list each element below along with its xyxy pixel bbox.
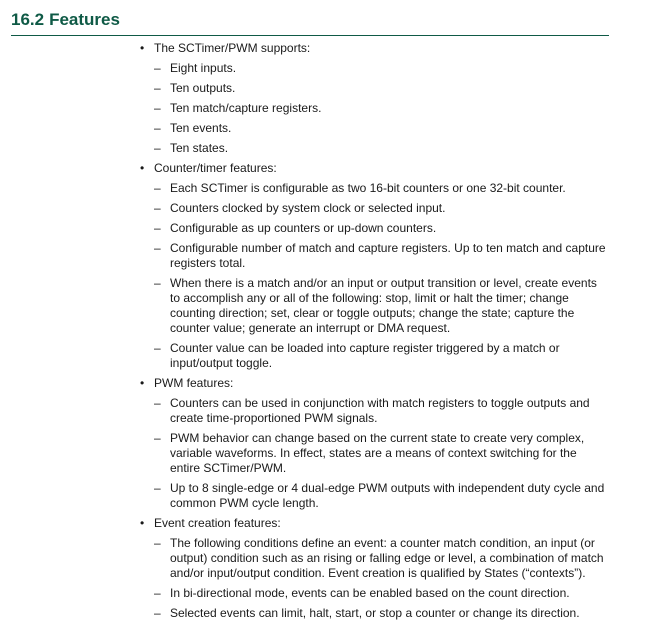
list-item	[154, 396, 608, 426]
list-item	[154, 101, 608, 116]
list-item-text: When there is a match and/or an input or output transition or level, create events to accomplish any or all of the following: stop, limit or halt the timer; change counting direction; set, clear or toggle outputs; change the state; capture the counter value; generate an interrupt or DMA request.	[170, 276, 597, 335]
dash-icon: –	[154, 341, 161, 355]
list-item-text: Ten states.	[170, 141, 229, 155]
feature-list	[140, 41, 608, 626]
list-item-text: Configurable as up counters or up-down counters.	[170, 221, 437, 235]
sub-list	[154, 396, 608, 511]
feature-group-pwm	[140, 376, 608, 511]
list-item-text: Up to 8 single-edge or 4 dual-edge PWM outputs with independent duty cycle and common PWM cycle length.	[170, 481, 605, 510]
dash-icon: –	[154, 121, 161, 135]
dash-icon: –	[154, 101, 161, 115]
list-item	[154, 241, 608, 271]
feature-group-counter-timer	[140, 161, 608, 371]
sub-list	[154, 536, 608, 621]
dash-icon: –	[154, 276, 161, 290]
list-item	[154, 121, 608, 136]
list-item-text: Selected events can limit, halt, start, or stop a counter or change its direction.	[170, 606, 580, 620]
dash-icon: –	[154, 431, 161, 445]
list-item	[154, 276, 608, 336]
sub-list	[154, 181, 608, 371]
dash-icon: –	[154, 181, 161, 195]
section-heading	[11, 10, 609, 36]
group-title: PWM features:	[154, 376, 234, 390]
list-item	[154, 201, 608, 216]
dash-icon: –	[154, 606, 161, 620]
list-item-text: Ten outputs.	[170, 81, 236, 95]
dash-icon: –	[154, 141, 161, 155]
list-item	[154, 536, 608, 581]
list-item	[154, 481, 608, 511]
list-item	[154, 181, 608, 196]
list-item	[154, 586, 608, 601]
section-title: Features	[49, 10, 120, 29]
list-item-text: In bi-directional mode, events can be enabled based on the count direction.	[170, 586, 570, 600]
list-item	[154, 61, 608, 76]
bullet-icon: •	[140, 516, 145, 530]
list-item-text: The following conditions define an event: a counter match condition, an input (or output) condition such as an rising or falling edge or level, a combination of match and/or input/output condition. Event creation is qualified by States (“contexts”).	[170, 536, 604, 580]
list-item	[154, 81, 608, 96]
dash-icon: –	[154, 61, 161, 75]
sub-list	[154, 61, 608, 156]
list-item-text: Each SCTimer is configurable as two 16-bit counters or one 32-bit counter.	[170, 181, 566, 195]
dash-icon: –	[154, 586, 161, 600]
list-item	[154, 341, 608, 371]
list-item	[154, 141, 608, 156]
bullet-icon: •	[140, 161, 145, 175]
list-item-text: PWM behavior can change based on the current state to create very complex, variable waveforms. In effect, states are a means of context switching for the entire SCTimer/PWM.	[170, 431, 585, 475]
list-item-text: Eight inputs.	[170, 61, 237, 75]
list-item-text: Ten events.	[170, 121, 232, 135]
bullet-icon: •	[140, 376, 145, 390]
bullet-icon: •	[140, 41, 145, 55]
list-item-text: Counters clocked by system clock or selected input.	[170, 201, 446, 215]
section-number: 16.2	[11, 10, 45, 29]
group-title: The SCTimer/PWM supports:	[154, 41, 311, 55]
dash-icon: –	[154, 81, 161, 95]
list-item-text: Configurable number of match and capture registers. Up to ten match and capture registers total.	[170, 241, 606, 270]
list-item-text: Counters can be used in conjunction with match registers to toggle outputs and create time-proportioned PWM signals.	[170, 396, 590, 425]
dash-icon: –	[154, 221, 161, 235]
feature-group-supports	[140, 41, 608, 156]
list-item	[154, 221, 608, 236]
list-item-text: Counter value can be loaded into capture register triggered by a match or input/output toggle.	[170, 341, 560, 370]
dash-icon: –	[154, 396, 161, 410]
dash-icon: –	[154, 241, 161, 255]
list-item	[154, 606, 608, 621]
dash-icon: –	[154, 481, 161, 495]
list-item-text: Ten match/capture registers.	[170, 101, 322, 115]
dash-icon: –	[154, 536, 161, 550]
group-title: Counter/timer features:	[154, 161, 277, 175]
group-title: Event creation features:	[154, 516, 281, 530]
list-item	[154, 431, 608, 476]
feature-group-event-creation	[140, 516, 608, 621]
dash-icon: –	[154, 201, 161, 215]
